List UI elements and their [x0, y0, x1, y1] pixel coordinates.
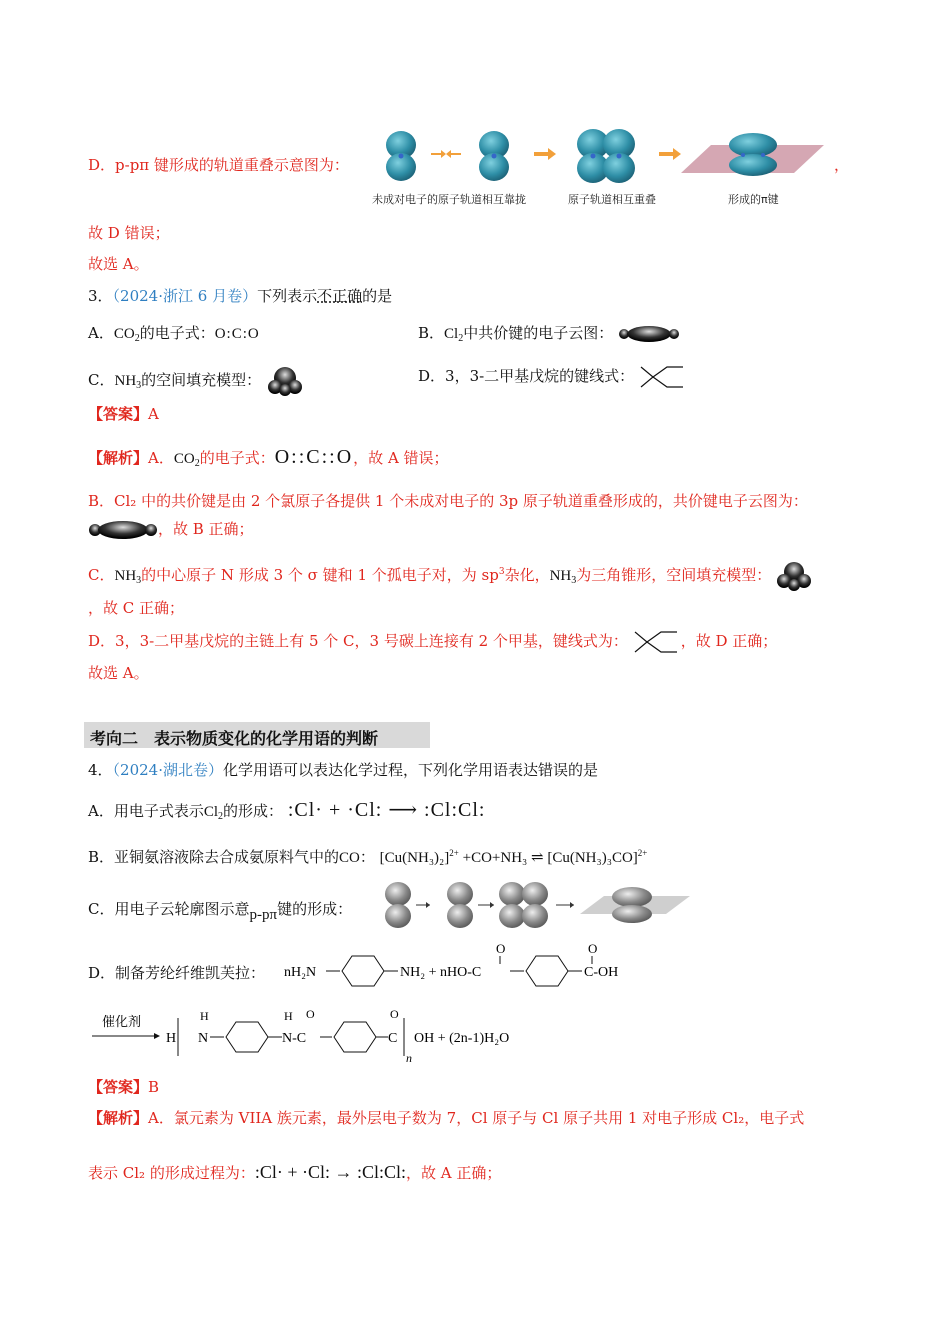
question-4-stem: [88, 759, 598, 780]
option-b-text: 中共价键的电子云图：: [463, 324, 614, 342]
reactant-1-label: nH₂N: [284, 965, 317, 980]
electron-cloud-icon: [88, 520, 158, 540]
analysis-3-b2: ，故 B 正确；: [88, 518, 254, 540]
option-a-label: A．: [88, 324, 114, 342]
space-filling-model-icon: [776, 560, 812, 592]
svg-text:O: O: [496, 941, 506, 956]
co2-formula: $CO_2$: [113, 326, 140, 344]
catalyst-label: 催化剂: [102, 1014, 142, 1029]
question-3-number: 3．: [88, 287, 113, 305]
question-3-option-b: [418, 322, 680, 344]
analysis-3-b: B．Cl₂ 中的共价键是由 2 个氯原子各提供 1 个未成对电子的 3p 原子轨道重叠形成的，共价键电子云图为：: [88, 492, 808, 510]
nh3-formula: $NH_3$: [114, 373, 142, 391]
analysis-3-a: 【解析】A．$CO_2$的电子式：O::C::O，故 A 错误；: [88, 446, 449, 469]
nh3-formula-analysis: $NH_3$: [114, 568, 142, 586]
question-4-option-b: B．亚铜氨溶液除去合成氨原料气中的CO： $[Cu(NH_3)_2]^{2+} +CO+NH_3$ ⇌ $[Cu(NH_3)_3CO]^{2+}$: [88, 848, 648, 866]
option-d-label: D．3，3-二甲基戊烷的键线式：: [418, 367, 635, 385]
electron-cloud-icon: [618, 324, 680, 344]
question-4-option-d: D．制备芳纶纤维凯芙拉：: [88, 964, 266, 982]
option-d-trail: ，: [834, 156, 850, 174]
question-3-stem: [88, 285, 392, 306]
option-a-text: 的电子式：: [139, 324, 215, 342]
question-4-number: 4．: [88, 761, 113, 779]
skeletal-formula-icon: [633, 630, 681, 654]
analysis-3-c: C．$NH_3$的中心原子 N 形成 3 个 σ 键和 1 个孤电子对，为 $sp^3$杂化，$NH_3$为三角锥形，空间填充模型：: [88, 560, 812, 592]
orbital-overlap-figure: [376, 125, 836, 187]
cl2-formula-q4: $Cl_2$: [203, 804, 224, 822]
answer-3: [88, 403, 159, 424]
analysis-3-conclusion: 故选 A。: [88, 664, 149, 682]
analysis-4-a2: 表示 Cl₂ 的形成过程为：:Cl· + ·Cl: → :Cl:Cl:，故 A 正确；: [88, 1162, 502, 1182]
cl2-formation-equation: :Cl· + ·Cl: ⟶ :Cl:Cl:: [287, 799, 486, 821]
reactant-3-label: C-OH: [584, 965, 619, 980]
kevlar-reactants-figure: [282, 938, 642, 996]
analysis-label: 【解析】: [88, 1109, 149, 1127]
product-tail-label: OH + (2n-1)H₂O: [414, 1031, 510, 1046]
option-d-text: D．p-pπ 键形成的轨道重叠示意图为：: [88, 156, 349, 174]
answer-value: B: [148, 1078, 160, 1096]
electron-cloud-contour-figure: [382, 880, 692, 930]
section-title: 考向二 表示物质变化的化学用语的判断: [90, 729, 379, 748]
svg-text:H: H: [200, 1009, 209, 1023]
nh3-formula-analysis-2: $NH_3$: [549, 568, 577, 586]
question-3-option-c: [88, 365, 304, 397]
question-4-option-a: A．用电子式表示$Cl_2$的形成： :Cl· + ·Cl: ⟶ :Cl:Cl:: [88, 799, 486, 822]
kevlar-product-figure: [88, 1006, 538, 1066]
conclusion-d: 故 D 错误；: [88, 224, 170, 242]
question-3-pre: 下列表示: [257, 287, 318, 305]
question-4-text: 化学用语可以表达化学过程，下列化学用语表达错误的是: [223, 761, 599, 779]
svg-text:O: O: [306, 1007, 315, 1021]
question-4-option-c: C．用电子云轮廓图示意p-pπ键的形成：: [88, 900, 353, 923]
answer-label: 【答案】: [88, 405, 149, 423]
product-n-label: n: [406, 1051, 412, 1065]
analysis-3-c2: ，故 C 正确；: [88, 599, 185, 617]
question-3-source: （2024·浙江 6 月卷）: [112, 287, 258, 305]
question-3-option-a: [88, 322, 260, 344]
orbital-caption-1: 未成对电子的原子轨道相互靠拢: [372, 193, 526, 206]
svg-text:O: O: [588, 941, 598, 956]
co-formula: CO: [339, 850, 360, 866]
orbital-caption-2: 原子轨道相互重叠: [568, 193, 656, 206]
question-4-source: （2024·湖北卷）: [112, 761, 223, 779]
option-c-text: 的空间填充模型：: [141, 371, 262, 389]
skeletal-formula-icon: [639, 365, 687, 389]
co2-electron-formula: O:C:O: [214, 326, 260, 342]
product-amide-label: N-C: [282, 1031, 307, 1046]
question-3-option-d: [418, 365, 687, 389]
space-filling-model-icon: [266, 365, 304, 397]
question-3-post: 的是: [362, 287, 393, 305]
p-p-pi-formula: p-pπ: [249, 907, 278, 923]
co2-formula-analysis: $CO_2$: [173, 451, 200, 469]
conclusion-select: 故选 A。: [88, 255, 149, 273]
analysis-label: 【解析】: [88, 449, 149, 467]
answer-4: [88, 1076, 159, 1097]
svg-text:N: N: [198, 1031, 209, 1046]
svg-text:O: O: [390, 1007, 399, 1021]
option-c-label: C．: [88, 371, 115, 389]
co2-electron-formula-analysis: O::C::O: [274, 446, 354, 468]
cuprous-ammonia-equation: $[Cu(NH_3)_2]^{2+} +CO+NH_3$ ⇌ $[Cu(NH_3)_3CO]^{2+}$: [379, 848, 648, 866]
answer-label: 【答案】: [88, 1078, 149, 1096]
option-b-label: B．: [418, 324, 445, 342]
analysis-3-d: D．3，3-二甲基戊烷的主链上有 5 个 C，3 号碳上连接有 2 个甲基，键线式为： ，故 D 正确；: [88, 630, 777, 654]
answer-value: A: [148, 405, 159, 423]
svg-text:H: H: [284, 1009, 293, 1023]
cl2-formula: $Cl_2$: [444, 326, 464, 344]
orbital-caption-3: 形成的π键: [728, 193, 779, 206]
product-h-label: H: [166, 1031, 177, 1046]
option-d-line: [88, 154, 349, 175]
product-carbonyl-label: C: [388, 1031, 398, 1046]
analysis-4-a: 【解析】A．氯元素为 VIIA 族元素，最外层电子数为 7，Cl 原子与 Cl 原子共用 1 对电子形成 Cl₂，电子式: [88, 1109, 805, 1127]
question-3-emphasis: 不正确: [317, 287, 363, 305]
cl2-formation-analysis-equation: :Cl· + ·Cl: → :Cl:Cl:: [254, 1162, 406, 1182]
reactant-2-label: NH₂ + nHO-C: [400, 965, 482, 980]
